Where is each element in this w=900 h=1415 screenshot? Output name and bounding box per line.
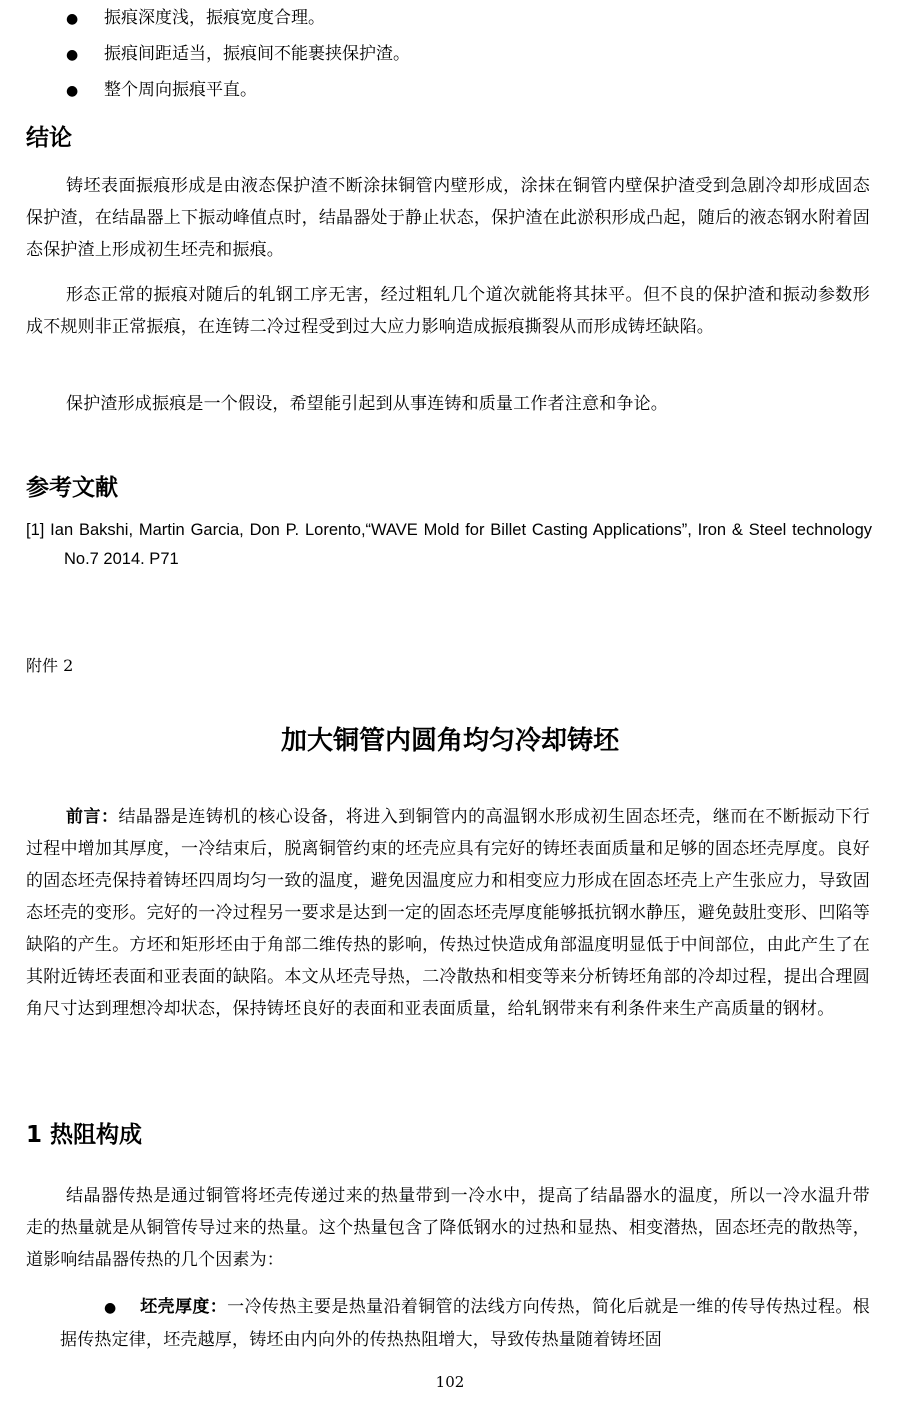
- bullet-text: 振痕深度浅，振痕宽度合理。: [104, 8, 325, 28]
- preface-paragraph: [26, 801, 870, 1025]
- bullet-paragraph: [60, 1291, 870, 1356]
- bullet-label: 坯壳厚度：: [140, 1297, 228, 1317]
- bullet-text: 振痕间距适当，振痕间不能裹挟保护渣。: [104, 44, 410, 64]
- bullet-item: [66, 79, 257, 101]
- section-paragraph: 结晶器传热是通过铜管将坯壳传递过来的热量带到一冷水中，提高了结晶器水的温度，所以一冷水温升带走的热量就是从铜管传导过来的热量。这个热量包含了降低钢水的过热和显热、相变潜热，固态坯壳的散热等，道影响结晶器传热的几个因素为：: [26, 1186, 870, 1270]
- bullet-icon: ●: [66, 11, 79, 27]
- bullet-icon: ●: [66, 83, 79, 99]
- bullet-text: 整个周向振痕平直。: [104, 80, 257, 100]
- references-heading: 参考文献: [26, 475, 118, 501]
- conclusion-paragraph: 保护渣形成振痕是一个假设，希望能引起到从事连铸和质量工作者注意和争论。: [66, 394, 668, 414]
- conclusion-paragraph: 形态正常的振痕对随后的轧钢工序无害，经过粗轧几个道次就能将其抹平。但不良的保护渣和振动参数形成不规则非正常振痕，在连铸二冷过程受到过大应力影响造成振痕撕裂从而形成铸坯缺陷。: [26, 285, 870, 337]
- bullet-icon: ●: [66, 47, 79, 63]
- attachment-label: 附件 2: [26, 656, 74, 675]
- page-number: 102: [435, 1373, 465, 1391]
- reference-item: [1] Ian Bakshi, Martin Garcia, Don P. Lorento,“WAVE Mold for Billet Casting Applications”, Iron & Steel technology No.7 2014. P71: [26, 521, 872, 568]
- conclusion-paragraph: 铸坯表面振痕形成是由液态保护渣不断涂抹铜管内壁形成，涂抹在铜管内壁保护渣受到急剧冷却形成固态保护渣，在结晶器上下振动峰值点时，结晶器处于静止状态，保护渣在此淤积形成凸起，随后的液态钢水附着固态保护渣上形成初生坯壳和振痕。: [26, 176, 870, 260]
- section-heading: 1 热阻构成: [26, 1122, 143, 1148]
- article-title: 加大铜管内圆角均匀冷却铸坯: [280, 726, 619, 756]
- bullet-item: [66, 43, 410, 65]
- bullet-paragraph-text: 一冷传热主要是热量沿着铜管的法线方向传热，简化后就是一维的传导传热过程。根据传热定律，坯壳越厚，铸坯由内向外的传热热阻增大，导致传热量随着铸坯固: [60, 1297, 871, 1350]
- bullet-item: [66, 7, 325, 29]
- conclusion-heading: 结论: [26, 125, 72, 151]
- preface-label: 前言：: [66, 807, 119, 827]
- preface-text: 结晶器是连铸机的核心设备，将进入到铜管内的高温钢水形成初生固态坯壳，继而在不断振动下行过程中增加其厚度，一冷结束后，脱离铜管约束的坯壳应具有完好的铸坯表面质量和足够的固态坯壳厚度。良好的固态坯壳保持着铸坯四周均匀一致的温度，避免因温度应力和相变应力形成在固态坯壳上产生张应力，导致固态坯壳的变形。完好的一冷过程另一要求是达到一定的固态坯壳厚度能够抵抗钢水静压，避免鼓肚变形、凹陷等缺陷的产生。方坯和矩形坯由于角部二维传热的影响，传热过快造成角部温度明显低于中间部位，由此产生了在其附近铸坯表面和亚表面的缺陷。本文从坯壳导热，二冷散热和相变等来分析铸坯角部的冷却过程，提出合理圆角尺寸达到理想冷却状态，保持铸坯良好的表面和亚表面质量，给轧钢带来有利条件来生产高质量的钢材。: [26, 807, 870, 1019]
- bullet-icon: ●: [104, 1300, 117, 1316]
